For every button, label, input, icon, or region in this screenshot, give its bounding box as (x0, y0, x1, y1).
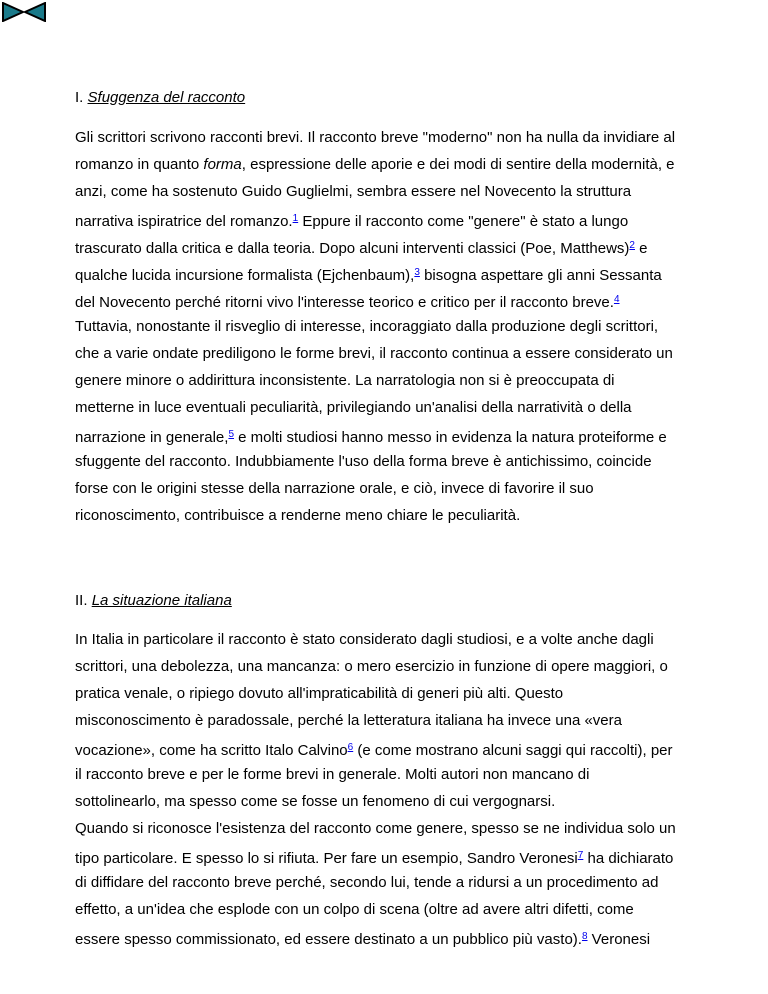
text-run: sfuggente del racconto. Indubbiamente l'uso della forma breve è antichissimo, coincide (75, 453, 652, 470)
text-run: sottolinearlo, ma spesso come se fosse un fenomeno di cui vergognarsi. (75, 793, 556, 810)
text-line (75, 763, 715, 790)
footnote-link[interactable]: 6 (347, 742, 354, 753)
text-line (75, 369, 715, 396)
text-run: di diffidare del racconto breve perché, secondo lui, tende a ridursi a un procedimento ad (75, 874, 659, 891)
text-run: riconoscimento, contribuisce a renderne meno chiare le peculiarità. (75, 507, 521, 524)
section-1-paragraph (75, 126, 715, 531)
text-run: essere spesso commissionato, ed essere destinato a un pubblico più vasto). (75, 931, 582, 948)
text-line (75, 925, 715, 952)
text-line (75, 180, 715, 207)
text-run: trascurato dalla critica e dalla teoria. Dopo alcuni interventi classici (Poe, Matthews) (75, 240, 630, 257)
text-line (75, 153, 715, 180)
section-heading-1 (75, 88, 245, 108)
text-line (75, 844, 715, 871)
footnote-link[interactable]: 1 (292, 213, 299, 224)
footnote-link[interactable]: 4 (613, 294, 620, 305)
text-line (75, 261, 715, 288)
footnote-link[interactable]: 8 (581, 931, 588, 942)
text-run: Tuttavia, nonostante il risveglio di interesse, incoraggiato dalla produzione degli scrittori, (75, 318, 659, 335)
footnote-link[interactable]: 5 (228, 429, 234, 440)
italic-term: forma (203, 156, 242, 173)
text-run: Quando si riconosce l'esistenza del racconto come genere, spesso se ne individua solo un (75, 820, 676, 837)
text-line (75, 504, 715, 531)
text-line (75, 477, 715, 504)
text-run: In Italia in particolare il racconto è stato considerato dagli studiosi, e a volte anche dagli (75, 631, 654, 648)
text-run: (e come mostrano alcuni saggi qui raccolti), per (353, 742, 673, 759)
text-run: , espressione delle aporie e dei modi di sentire della modernità, e (241, 156, 675, 173)
text-run: ha dichiarato (583, 850, 674, 867)
text-run: scrittori, una debolezza, una mancanza: o mero esercizio in funzione di opere maggiori, o (75, 658, 668, 675)
previous-page-button[interactable] (24, 2, 46, 22)
text-run: anzi, come ha sostenuto Guido Guglielmi, sembra essere nel Novecento la struttura (75, 183, 632, 200)
text-run: Eppure il racconto come "genere" è stato a lungo (298, 213, 629, 230)
nav-buttons (2, 2, 46, 22)
text-line (75, 790, 715, 817)
text-line (75, 736, 715, 763)
text-line (75, 315, 715, 342)
section-title: La situazione italiana (91, 592, 232, 609)
section-2-paragraph (75, 628, 715, 952)
text-line (75, 817, 715, 844)
text-run: genere minore o addirittura inconsistente. La narratologia non si è preoccupata di (75, 372, 615, 389)
text-line (75, 871, 715, 898)
text-line (75, 655, 715, 682)
text-run: vocazione», come ha scritto Italo Calvino (75, 742, 348, 759)
text-line (75, 423, 715, 450)
text-run: qualche lucida incursione formalista (Ejchenbaum), (75, 267, 415, 284)
text-run: romanzo in quanto (75, 156, 204, 173)
text-run: narrativa ispiratrice del romanzo. (75, 213, 293, 230)
text-run: del Novecento perché ritorni vivo l'interesse teorico e critico per il racconto breve. (75, 294, 614, 311)
text-run: metterne in luce eventuali peculiarità, privilegiando un'analisi della narratività o della (75, 399, 632, 416)
triangle-right-icon (2, 2, 24, 22)
section-heading-2 (75, 591, 232, 611)
text-run: Gli scrittori scrivono racconti brevi. Il racconto breve "moderno" non ha nulla da invidiare al (75, 129, 676, 146)
text-run: e molti studiosi hanno messo in evidenza la natura proteiforme e (234, 429, 667, 446)
section-number: II. (75, 592, 88, 609)
text-run: e (634, 240, 648, 257)
text-run: tipo particolare. E spesso lo si rifiuta. Per fare un esempio, Sandro Veronesi (75, 850, 578, 867)
text-line (75, 628, 715, 655)
footnote-link[interactable]: 3 (414, 267, 420, 278)
text-line (75, 207, 715, 234)
footnote-link[interactable]: 2 (629, 240, 635, 251)
text-line (75, 709, 715, 736)
text-run: narrazione in generale, (75, 429, 229, 446)
triangle-left-icon (24, 2, 46, 22)
text-run: misconoscimento è paradossale, perché la letteratura italiana ha invece una «vera (75, 712, 622, 729)
text-line (75, 342, 715, 369)
text-run: pratica venale, o ripiego dovuto all'impraticabilità di generi più alti. Questo (75, 685, 564, 702)
section-title: Sfuggenza del racconto (87, 89, 246, 106)
text-line (75, 288, 715, 315)
text-run: Veronesi (587, 931, 651, 948)
text-run: il racconto breve e per le forme brevi in generale. Molti autori non mancano di (75, 766, 590, 783)
next-page-button[interactable] (2, 2, 24, 22)
text-line (75, 396, 715, 423)
text-run: che a varie ondate prediligono le forme brevi, il racconto continua a essere considerato un (75, 345, 673, 362)
text-run: effetto, a un'idea che esplode con un colpo di scena (oltre ad avere altri difetti, come (75, 901, 634, 918)
text-line (75, 682, 715, 709)
text-line (75, 126, 715, 153)
text-line (75, 450, 715, 477)
text-line (75, 898, 715, 925)
text-run: bisogna aspettare gli anni Sessanta (419, 267, 662, 284)
section-number: I. (75, 89, 84, 106)
footnote-link[interactable]: 7 (577, 850, 584, 861)
text-run: forse con le origini stesse della narrazione orale, e ciò, invece di favorire il suo (75, 480, 594, 497)
text-line (75, 234, 715, 261)
